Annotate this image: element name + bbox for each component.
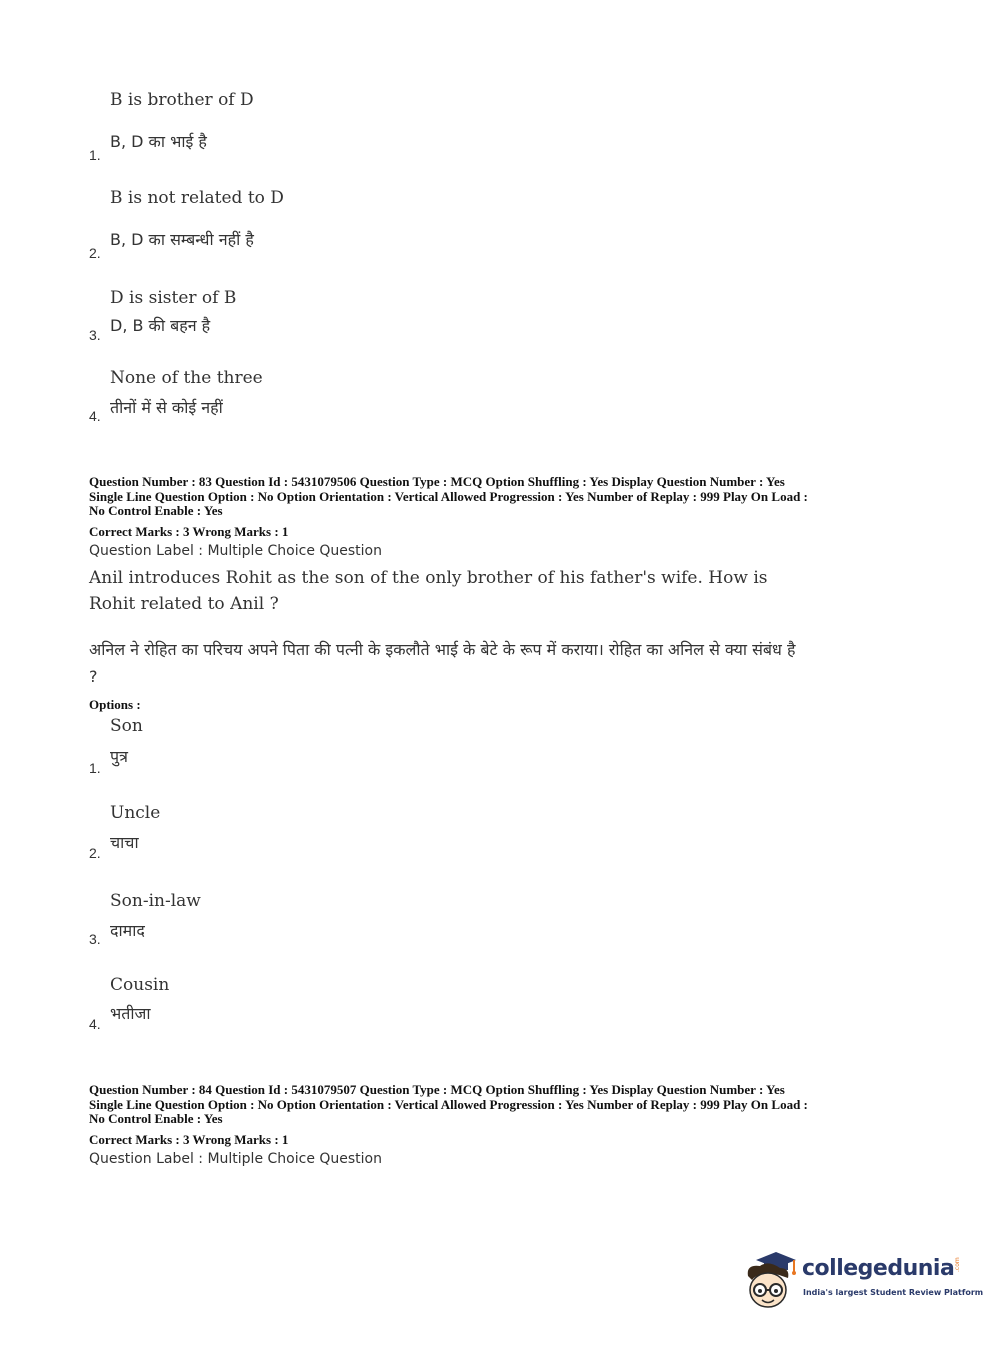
prev-option-3-en: D is sister of B (110, 288, 237, 308)
prev-option-4-hi: तीनों में से कोई नहीं (110, 398, 223, 417)
q84-question-label: Question Label : Multiple Choice Question (89, 1151, 382, 1167)
q83-marks: Correct Marks : 3 Wrong Marks : 1 (89, 524, 289, 539)
logo-tagline: India's largest Student Review Platform (803, 1288, 984, 1297)
collegedunia-logo (742, 1250, 984, 1312)
logo-domain-suffix: .com (954, 1257, 961, 1272)
q83-option-2-en: Uncle (110, 803, 161, 823)
q83-option-3-en: Son-in-law (110, 891, 201, 911)
q83-option-4-hi: भतीजा (110, 1004, 151, 1023)
q83-option-1-hi: पुत्र (110, 747, 128, 766)
prev-option-2-en: B is not related to D (110, 188, 284, 208)
prev-option-3-hi: D, B की बहन है (110, 316, 211, 335)
q84-meta-line-3: No Control Enable : Yes (89, 1111, 223, 1126)
prev-option-1-en: B is brother of D (110, 90, 254, 110)
q83-option-2-hi: चाचा (110, 833, 139, 852)
q84-meta-line-1: Question Number : 84 Question Id : 5431079507 Question Type : MCQ Option Shuffling : Yes Display Question Number : Yes (89, 1082, 785, 1097)
q83-meta-line-2: Single Line Question Option : No Option Orientation : Vertical Allowed Progression : Yes Number of Replay : 999 Play On Load : (89, 488, 808, 504)
q83-option-2-number: 2. (89, 845, 101, 861)
prev-option-3-number: 3. (89, 327, 101, 343)
prev-option-4-number: 4. (89, 408, 101, 424)
q83-meta-line-3: No Control Enable : Yes (89, 503, 223, 518)
mascot-icon (742, 1250, 802, 1312)
q83-question-text-hi: अनिल ने रोहित का परिचय अपने पिता की पत्नी के इकलौते भाई के बेटे के रूप में कराया। रोहित का अनिल से क्या संबंध है ? (89, 640, 796, 686)
q83-option-3-number: 3. (89, 931, 101, 947)
q83-metadata (89, 475, 808, 519)
prev-option-2-hi: B, D का सम्बन्धी नहीं है (110, 230, 254, 249)
q84-metadata (89, 1083, 808, 1127)
prev-option-1-hi: B, D का भाई है (110, 132, 207, 151)
q83-option-4-en: Cousin (110, 975, 170, 995)
q83-meta-line-1: Question Number : 83 Question Id : 5431079506 Question Type : MCQ Option Shuffling : Yes Display Question Number : Yes (89, 474, 785, 489)
q83-question-text-en: Anil introduces Rohit as the son of the only brother of his father's wife. How is Rohit related to Anil ? (89, 568, 768, 614)
q83-option-3-hi: दामाद (110, 921, 145, 940)
q83-option-4-number: 4. (89, 1016, 101, 1032)
q84-meta-line-2: Single Line Question Option : No Option Orientation : Vertical Allowed Progression : Yes Number of Replay : 999 Play On Load : (89, 1096, 808, 1112)
q83-option-1-en: Son (110, 716, 143, 736)
prev-option-4-en: None of the three (110, 368, 263, 388)
q83-options-label: Options : (89, 697, 141, 712)
q84-marks: Correct Marks : 3 Wrong Marks : 1 (89, 1132, 289, 1147)
prev-option-2-number: 2. (89, 245, 101, 261)
prev-option-1-number: 1. (89, 147, 101, 163)
q83-option-1-number: 1. (89, 760, 101, 776)
logo-wordmark: collegedunia (802, 1256, 955, 1281)
q83-question-label: Question Label : Multiple Choice Question (89, 543, 382, 559)
